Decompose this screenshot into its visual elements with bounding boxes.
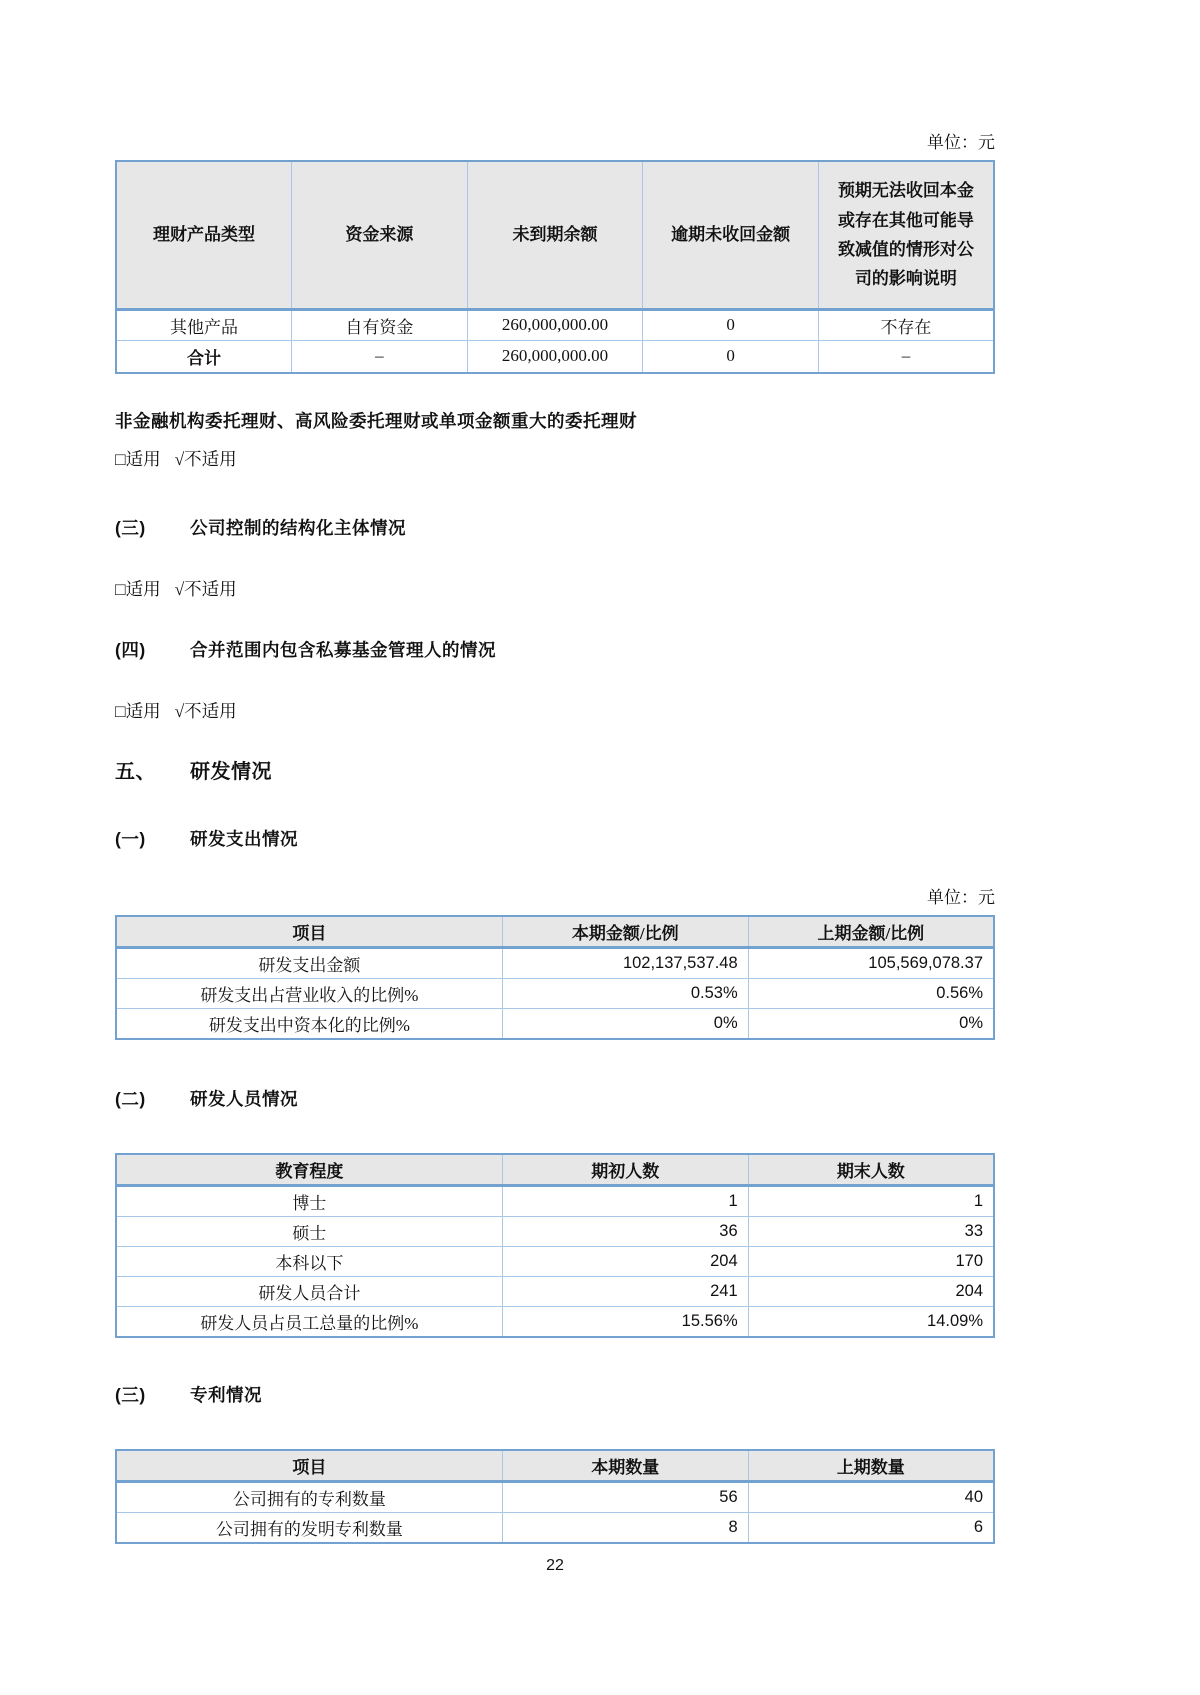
table-cell: 0.53% (502, 979, 748, 1009)
table-cell: 研发支出占营业收入的比例% (116, 979, 502, 1009)
section-number: (三) (115, 1385, 146, 1405)
column-header: 期末人数 (748, 1154, 994, 1186)
table-row (116, 1307, 994, 1338)
section-title: 合并范围内包含私募基金管理人的情况 (190, 640, 496, 660)
checkbox-not-applicable: √不适用 (174, 579, 237, 599)
table-cell: 14.09% (748, 1307, 994, 1338)
column-header: 教育程度 (116, 1154, 502, 1186)
table-cell: 其他产品 (116, 309, 292, 340)
checkbox-applicable: □适用 (115, 449, 161, 469)
table-cell: 105,569,078.37 (748, 948, 994, 979)
entrusted-note-heading: 非金融机构委托理财、高风险委托理财或单项金额重大的委托理财 (115, 411, 637, 431)
table-cell: 合计 (116, 340, 292, 373)
page-number: 22 (546, 1557, 564, 1574)
table-cell: 102,137,537.48 (502, 948, 748, 979)
column-header: 本期数量 (502, 1450, 748, 1482)
section-number: (一) (115, 829, 146, 849)
table-row (116, 340, 994, 373)
table-cell: 8 (502, 1513, 748, 1544)
table-cell: 204 (748, 1277, 994, 1307)
table-cell: 公司拥有的发明专利数量 (116, 1513, 502, 1544)
unit-label: 单位：元 (927, 888, 995, 907)
applicability-line (115, 446, 995, 471)
column-header: 项目 (116, 916, 502, 948)
section-title: 研发支出情况 (190, 829, 298, 849)
table-cell: – (292, 340, 468, 373)
section-number: (三) (115, 518, 146, 538)
table-row (116, 1217, 994, 1247)
table-row (116, 1247, 994, 1277)
table-cell: 1 (748, 1186, 994, 1217)
column-header: 预期无法收回本金或存在其他可能导致减值的情形对公司的影响说明 (818, 161, 994, 309)
table-cell: 0% (502, 1009, 748, 1040)
column-header: 本期金额/比例 (502, 916, 748, 948)
section-title: 公司控制的结构化主体情况 (190, 518, 406, 538)
table-cell: 1 (502, 1186, 748, 1217)
table-cell: 硕士 (116, 1217, 502, 1247)
table-cell: 260,000,000.00 (467, 340, 643, 373)
table-row (116, 948, 994, 979)
section-heading-rd-personnel (115, 1086, 995, 1111)
table-cell: 15.56% (502, 1307, 748, 1338)
table-cell: 36 (502, 1217, 748, 1247)
table-cell: 研发支出金额 (116, 948, 502, 979)
section-title: 研发人员情况 (190, 1089, 298, 1109)
table-cell: 0.56% (748, 979, 994, 1009)
section-number: (四) (115, 640, 146, 660)
column-header: 资金来源 (292, 161, 468, 309)
table-row (116, 1482, 994, 1513)
table-cell: 不存在 (818, 309, 994, 340)
patent-table (115, 1449, 995, 1544)
checkbox-applicable: □适用 (115, 579, 161, 599)
entrusted-wealth-table (115, 160, 995, 374)
table-cell: 241 (502, 1277, 748, 1307)
table-cell: 研发人员合计 (116, 1277, 502, 1307)
column-header: 理财产品类型 (116, 161, 292, 309)
rd-expense-table (115, 915, 995, 1040)
table-cell: 研发人员占员工总量的比例% (116, 1307, 502, 1338)
applicability-line (115, 698, 995, 723)
rd-personnel-table (115, 1153, 995, 1338)
table-cell: 6 (748, 1513, 994, 1544)
table-cell: 170 (748, 1247, 994, 1277)
table-row (116, 1009, 994, 1040)
table-cell: 研发支出中资本化的比例% (116, 1009, 502, 1040)
column-header: 项目 (116, 1450, 502, 1482)
section-heading-rd-expense (115, 826, 995, 851)
section-heading-structured-entities (115, 515, 995, 540)
checkbox-not-applicable: √不适用 (174, 449, 237, 469)
chapter-title: 研发情况 (190, 761, 272, 783)
table-row (116, 1277, 994, 1307)
column-header: 逾期未收回金额 (643, 161, 819, 309)
column-header: 上期金额/比例 (748, 916, 994, 948)
table-cell: 本科以下 (116, 1247, 502, 1277)
section-heading-private-fund (115, 637, 995, 662)
table-row (116, 979, 994, 1009)
table-cell: – (818, 340, 994, 373)
section-heading-patents (115, 1382, 995, 1407)
chapter-heading-rd (115, 755, 995, 784)
table-cell: 0% (748, 1009, 994, 1040)
table-cell: 0 (643, 340, 819, 373)
table-cell: 56 (502, 1482, 748, 1513)
checkbox-applicable: □适用 (115, 701, 161, 721)
table-cell: 自有资金 (292, 309, 468, 340)
table-row (116, 1186, 994, 1217)
table-cell: 公司拥有的专利数量 (116, 1482, 502, 1513)
checkbox-not-applicable: √不适用 (174, 701, 237, 721)
table-cell: 0 (643, 309, 819, 340)
table-cell: 260,000,000.00 (467, 309, 643, 340)
applicability-line (115, 576, 995, 601)
column-header: 未到期余额 (467, 161, 643, 309)
section-title: 专利情况 (190, 1385, 262, 1405)
table-cell: 40 (748, 1482, 994, 1513)
table-cell: 33 (748, 1217, 994, 1247)
unit-label: 单位：元 (927, 133, 995, 152)
chapter-number: 五、 (115, 761, 156, 783)
column-header: 期初人数 (502, 1154, 748, 1186)
section-number: (二) (115, 1089, 146, 1109)
table-cell: 博士 (116, 1186, 502, 1217)
table-row (116, 309, 994, 340)
column-header: 上期数量 (748, 1450, 994, 1482)
table-cell: 204 (502, 1247, 748, 1277)
table-row (116, 1513, 994, 1544)
